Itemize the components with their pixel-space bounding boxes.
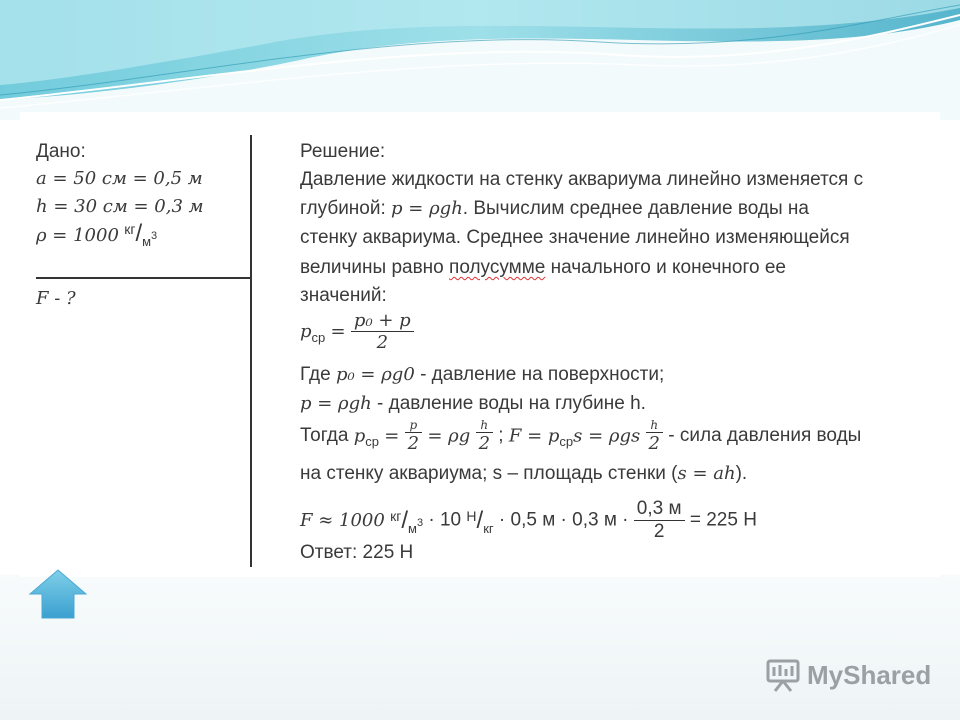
calc-mid2: · 0,5 м · 0,3 м · (498, 509, 629, 531)
calc-unit1-den: м (408, 520, 417, 536)
then-pcp: p (353, 425, 366, 447)
calc-unit1-num: кг (390, 507, 402, 524)
solution-line-4-a: величины равно (300, 257, 444, 278)
logo-text: MyShared (807, 659, 932, 690)
f1-fraction (351, 310, 414, 353)
wall-area-formula: s = ah (677, 463, 736, 484)
header-wave-decoration (0, 0, 960, 120)
given-rho-unit-num: кг (124, 221, 136, 237)
f1-lhs-sub: ср (311, 329, 326, 345)
calc-frac-den: 2 (653, 521, 665, 542)
calc-unit1-slash: / (401, 506, 409, 534)
calc-fraction (634, 498, 685, 543)
where-prefix: Где (300, 364, 331, 385)
then-F: F = p (508, 425, 560, 447)
wall-area-a: на стенку аквариума; s – площадь стенки ( (300, 463, 678, 484)
pressure-formula: p = ρgh (391, 198, 463, 219)
calc-unit2-num: Н (466, 507, 477, 524)
given-rho-unit-pow: 3 (151, 230, 158, 242)
given-rho (36, 222, 157, 250)
wall-area-line (300, 462, 747, 486)
calc-unit1-pow: 3 (416, 516, 424, 529)
depth-pressure-suffix: - давление воды на глубине h. (377, 393, 646, 414)
solution-line-2-b: . Вычислим среднее давление воды на (462, 198, 809, 219)
calc-result: = 225 Н (689, 509, 757, 531)
where-line (300, 363, 664, 387)
then-F-rest: s = ρgs (573, 425, 641, 447)
given-title: Дано: (36, 141, 86, 162)
then-eq2: = ρg (427, 425, 471, 447)
solution-title: Решение: (300, 141, 386, 162)
then-frac3-den: 2 (648, 433, 660, 454)
calc-F: F ≈ 1000 (300, 510, 385, 531)
depth-pressure-formula: p = ρgh (300, 393, 372, 414)
unit-slash: / (135, 220, 143, 247)
f1-numerator: p₀ + p (351, 310, 414, 332)
calc-mid1: · 10 (428, 509, 462, 531)
home-arrow-icon[interactable] (28, 568, 88, 620)
footer-background (0, 575, 960, 720)
then-prefix: Тогда (300, 425, 349, 446)
then-suffix: - сила давления воды (668, 425, 862, 446)
solution-line-3: стенку аквариума. Среднее значение линейно изменяющейся (300, 227, 850, 248)
given-h: h = 30 см = 0,3 м (36, 196, 204, 217)
then-frac1-num: p (405, 418, 422, 433)
given-rho-value: ρ = 1000 (36, 225, 119, 246)
f1-denominator: 2 (376, 332, 389, 353)
given-a: a = 50 см = 0,5 м (36, 168, 203, 189)
then-line (300, 418, 861, 454)
calc-unit2-den: кг (483, 520, 494, 536)
then-eq1: = (384, 425, 400, 447)
solution-line-2-a: глубиной: (300, 198, 386, 219)
solution-line-2 (300, 197, 809, 221)
then-sep: ; (498, 425, 504, 446)
f1-lhs: p (300, 320, 312, 342)
calc-unit1 (390, 506, 428, 536)
solution-line-4-b: начального и конечного ее (550, 257, 786, 278)
find-label: F - ? (36, 288, 76, 309)
then-frac2 (476, 418, 493, 454)
then-pcp-sub: ср (365, 433, 379, 449)
wall-area-b: ). (735, 463, 748, 484)
where-suffix: - давление на поверхности; (420, 364, 665, 385)
solution-line-1: Давление жидкости на стенку аквариума линейно изменяется с (300, 169, 864, 190)
given-rho-unit-den: м (142, 234, 152, 249)
answer-line: Ответ: 225 Н (300, 542, 414, 563)
solution-line-4 (300, 256, 786, 280)
projector-icon (765, 657, 801, 693)
then-frac1-den: 2 (407, 433, 420, 454)
given-solution-divider (250, 135, 252, 567)
calculation-line (300, 498, 757, 543)
depth-pressure-line (300, 392, 646, 416)
calc-frac-num: 0,3 м (634, 498, 685, 521)
where-formula: p₀ = ρg0 (335, 364, 415, 385)
solution-line-5: значений: (300, 285, 387, 306)
average-pressure-formula (300, 310, 414, 353)
then-frac3-num: h (646, 418, 663, 433)
given-find-divider (36, 277, 250, 279)
then-frac1 (405, 418, 422, 454)
then-frac2-num: h (476, 418, 493, 433)
spellcheck-word: полусумме (449, 257, 546, 278)
then-frac2-den: 2 (478, 433, 491, 454)
then-F-sub: ср (559, 433, 574, 449)
f1-eq: = (330, 320, 346, 342)
calc-unit2 (466, 506, 499, 536)
then-frac3 (646, 418, 663, 454)
calc-unit2-slash: / (476, 506, 484, 534)
myshared-logo (765, 655, 931, 695)
